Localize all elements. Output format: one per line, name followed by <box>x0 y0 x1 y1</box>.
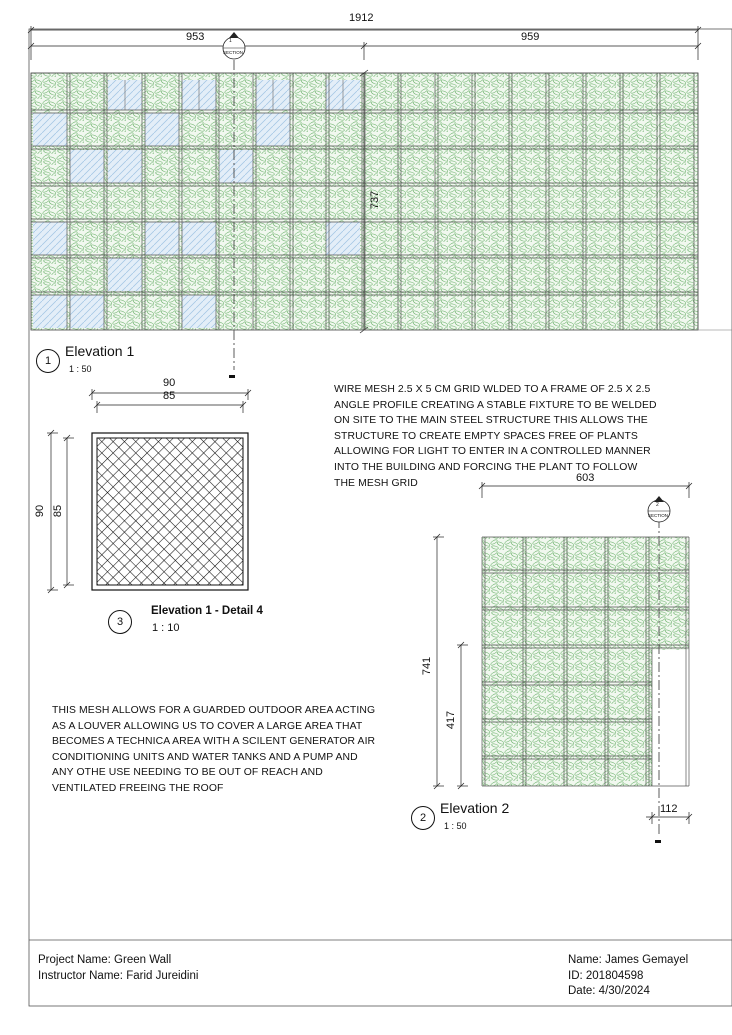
mesh-note-line: THE MESH GRID <box>334 477 418 489</box>
elevation-2-title: Elevation 2 <box>440 800 510 816</box>
mesh-note-line: INTO THE BUILDING AND FORCING THE PLANT TO FOLLOW <box>334 461 638 473</box>
mesh-note-line: ALLOWING FOR LIGHT TO ENTER IN A CONTROLLED MANNER <box>334 446 651 458</box>
detail-4-title: Elevation 1 - Detail 4 <box>151 605 263 617</box>
louver-note-line: THIS MESH ALLOWS FOR A GUARDED OUTDOOR AREA ACTING <box>52 705 376 716</box>
elevation-2-scale: 1 : 50 <box>444 821 467 831</box>
mesh-note-line: WIRE MESH 2.5 X 5 CM GRID WLDED TO A FRAME OF 2.5 X 2.5 <box>334 384 651 395</box>
louver-note-line: BECOMES A TECHNICA AREA WITH A SCILENT GENERATOR AIR <box>52 736 376 748</box>
view-number-2: 2 <box>411 806 435 830</box>
dim-elevation-2-partial: 417 <box>445 710 458 730</box>
view-number-1: 1 <box>36 349 60 373</box>
mesh-note-line: STRUCTURE TO CREATE EMPTY SPACES FREE OF PLANTS <box>334 430 638 442</box>
dim-detail-inner-height: 85 <box>52 504 65 518</box>
student-id: ID: 201804598 <box>568 969 644 982</box>
dim-elevation-2-width: 603 <box>576 472 595 484</box>
student-name: Name: James Gemayel <box>568 954 689 966</box>
dim-detail-inner-width: 85 <box>163 390 176 402</box>
view-number-3: 3 <box>108 610 132 634</box>
elevation-2-drawing <box>482 500 689 843</box>
section-tag-2-num: 2 <box>656 502 659 508</box>
detail-4-mesh <box>92 433 248 590</box>
instructor-name: Instructor Name: Farid Jureidini <box>38 969 199 982</box>
elevation-1-scale: 1 : 50 <box>69 364 92 374</box>
louver-note-line: CONDITIONING UNITS AND WATER TANKS AND A PUMP AND <box>52 751 358 763</box>
mesh-note-line: ON SITE TO THE MAIN STEEL STRUCTURE THIS ALLOWS THE <box>334 415 648 427</box>
dim-total-width: 1912 <box>349 12 374 24</box>
dim-elevation-2-height: 741 <box>421 656 434 676</box>
louver-note <box>52 703 375 797</box>
dim-elevation-2-offset: 112 <box>660 803 678 815</box>
section-tag-1-label: SECTION <box>223 50 244 55</box>
dim-elevation-1-height: 737 <box>369 190 382 210</box>
title-block-right <box>568 953 688 1000</box>
title-block-left <box>38 953 198 984</box>
detail-4-scale: 1 : 10 <box>152 622 180 634</box>
louver-note-line: AS A LOUVER ALLOWING US TO COVER A LARGE AREA THAT <box>52 720 363 732</box>
dim-detail-outer-height: 90 <box>34 504 47 518</box>
mesh-note-line: ANGLE PROFILE CREATING A STABLE FIXTURE TO BE WELDED <box>334 399 657 411</box>
mesh-note <box>334 382 657 491</box>
drawing-date: Date: 4/30/2024 <box>568 985 650 997</box>
section-tag-1-num: 1 <box>229 38 232 44</box>
dim-detail-outer-width: 90 <box>163 377 176 389</box>
dim-left-width: 953 <box>186 31 205 43</box>
louver-note-line: ANY OTHE USE NEEDING TO BE OUT OF REACH AND <box>52 767 323 779</box>
elevation-1-title: Elevation 1 <box>65 343 135 359</box>
dim-right-width: 959 <box>521 31 540 43</box>
louver-note-line: VENTILATED FREEING THE ROOF <box>52 782 224 794</box>
section-tag-2-label: SECTION <box>648 513 669 518</box>
project-name: Project Name: Green Wall <box>38 954 172 966</box>
